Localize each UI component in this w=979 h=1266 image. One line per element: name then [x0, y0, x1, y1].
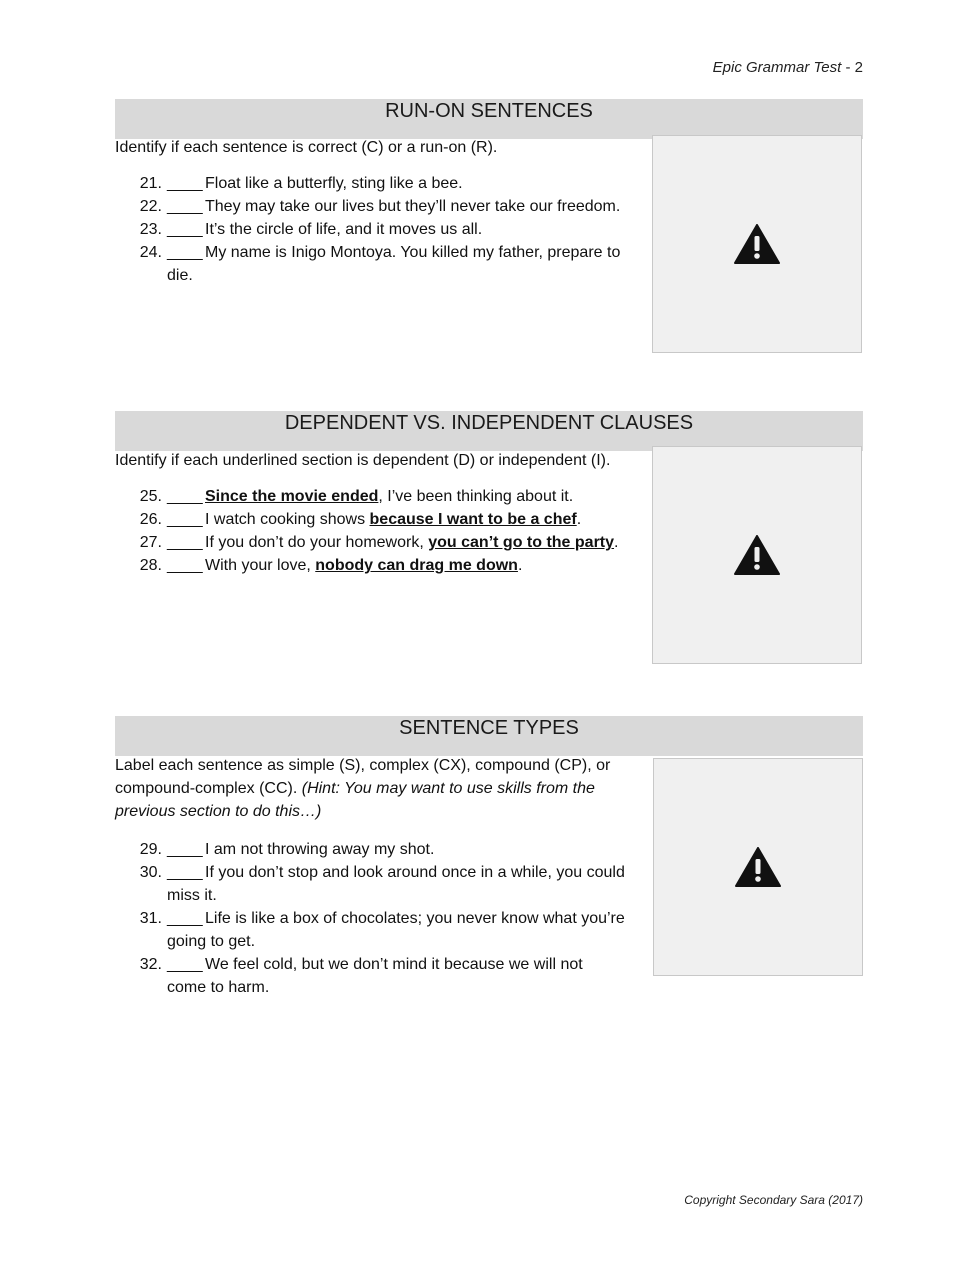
underlined-clause: because I want to be a chef — [369, 511, 577, 528]
answer-blank[interactable]: ____ — [167, 956, 203, 973]
underlined-clause: Since the movie ended — [205, 488, 379, 505]
question-text: It’s the circle of life, and it moves us all. — [205, 221, 483, 238]
answer-blank[interactable]: ____ — [167, 511, 203, 528]
question-text — [205, 485, 645, 508]
text-before: With your love, — [205, 557, 316, 574]
test-title: Epic Grammar Test — [712, 59, 842, 76]
question-text-continued: come to harm. — [167, 979, 270, 996]
warning-icon — [734, 535, 780, 575]
text-after: . — [576, 511, 582, 528]
section-banner-clauses — [115, 411, 863, 451]
question-list — [115, 172, 645, 287]
image-placeholder — [652, 135, 862, 353]
copyright-footer: Copyright Secondary Sara (2017) — [684, 1193, 863, 1207]
question-number: 25. — [139, 488, 162, 505]
question-text-continued: going to get. — [167, 933, 256, 950]
answer-blank[interactable]: ____ — [167, 175, 203, 192]
question-item — [115, 861, 650, 907]
question-list — [115, 838, 650, 999]
question-number: 30. — [139, 864, 162, 881]
question-item — [115, 508, 645, 531]
question-item — [115, 218, 645, 241]
question-number: 28. — [139, 557, 162, 574]
hint-text: previous section to do this…) — [115, 803, 322, 820]
answer-blank[interactable]: ____ — [167, 864, 203, 881]
question-number: 29. — [139, 841, 162, 858]
image-placeholder — [652, 446, 862, 664]
section-title: RUN-ON SENTENCES — [385, 100, 593, 122]
instructions-text: compound-complex (CC). — [115, 780, 298, 797]
question-text — [167, 861, 650, 907]
header-separator: - — [841, 59, 855, 76]
question-number: 31. — [139, 910, 162, 927]
answer-blank[interactable]: ____ — [167, 488, 203, 505]
question-item — [115, 241, 645, 287]
hint-text: (Hint: You may want to use skills from the — [301, 780, 595, 797]
question-number: 26. — [139, 511, 162, 528]
text-before: I watch cooking shows — [205, 511, 370, 528]
warning-icon — [735, 847, 781, 887]
question-item — [115, 907, 650, 953]
question-text-continued: die. — [167, 267, 193, 284]
answer-blank[interactable]: ____ — [167, 198, 203, 215]
question-item — [115, 953, 650, 999]
section-banner-run-on — [115, 99, 863, 139]
question-item — [115, 531, 645, 554]
question-number: 32. — [139, 956, 162, 973]
section-instructions — [115, 754, 655, 823]
text-after: , I’ve been thinking about it. — [378, 488, 574, 505]
instructions-line: Label each sentence as simple (S), complex (CX), compound (CP), or — [115, 757, 611, 774]
question-list — [115, 485, 645, 577]
question-text — [167, 907, 650, 953]
question-text — [167, 953, 650, 999]
question-text: They may take our lives but they’ll never take our freedom. — [205, 198, 621, 215]
question-text-line: Life is like a box of chocolates; you never know what you’re — [205, 910, 625, 927]
question-number: 27. — [139, 534, 162, 551]
question-number: 22. — [139, 198, 162, 215]
warning-icon — [734, 224, 780, 264]
question-text-continued: miss it. — [167, 887, 217, 904]
question-text: I am not throwing away my shot. — [205, 841, 435, 858]
section-title: SENTENCE TYPES — [399, 717, 579, 739]
answer-blank[interactable]: ____ — [167, 557, 203, 574]
question-number: 21. — [139, 175, 162, 192]
question-text-line: My name is Inigo Montoya. You killed my father, prepare to — [205, 244, 621, 261]
image-placeholder — [653, 758, 863, 976]
answer-blank[interactable]: ____ — [167, 841, 203, 858]
question-text — [205, 508, 645, 531]
underlined-clause: nobody can drag me down — [315, 557, 518, 574]
question-item — [115, 838, 650, 861]
question-item — [115, 195, 645, 218]
page-number: 2 — [854, 59, 863, 76]
question-text-line: We feel cold, but we don’t mind it because we will not — [205, 956, 583, 973]
question-text — [205, 554, 645, 577]
question-item — [115, 485, 645, 508]
instructions-line — [115, 777, 655, 800]
answer-blank[interactable]: ____ — [167, 221, 203, 238]
question-number: 23. — [139, 221, 162, 238]
text-after: . — [614, 534, 619, 551]
section-instructions: Identify if each sentence is correct (C) or a run-on (R). — [115, 139, 498, 156]
page-header — [713, 59, 863, 76]
answer-blank[interactable]: ____ — [167, 244, 203, 261]
question-number: 24. — [139, 244, 162, 261]
question-text-line: If you don’t stop and look around once in a while, you could — [205, 864, 625, 881]
answer-blank[interactable]: ____ — [167, 910, 203, 927]
text-before: If you don’t do your homework, — [205, 534, 429, 551]
section-instructions: Identify if each underlined section is dependent (D) or independent (I). — [115, 452, 611, 469]
text-after: . — [517, 557, 523, 574]
question-item — [115, 554, 645, 577]
section-title: DEPENDENT VS. INDEPENDENT CLAUSES — [284, 412, 694, 434]
underlined-clause: you can’t go to the party — [428, 534, 615, 551]
question-text — [167, 241, 645, 287]
question-text — [205, 531, 645, 554]
question-item — [115, 172, 645, 195]
question-text: Float like a butterfly, sting like a bee. — [205, 175, 463, 192]
section-banner-sentence-types — [115, 716, 863, 756]
answer-blank[interactable]: ____ — [167, 534, 203, 551]
